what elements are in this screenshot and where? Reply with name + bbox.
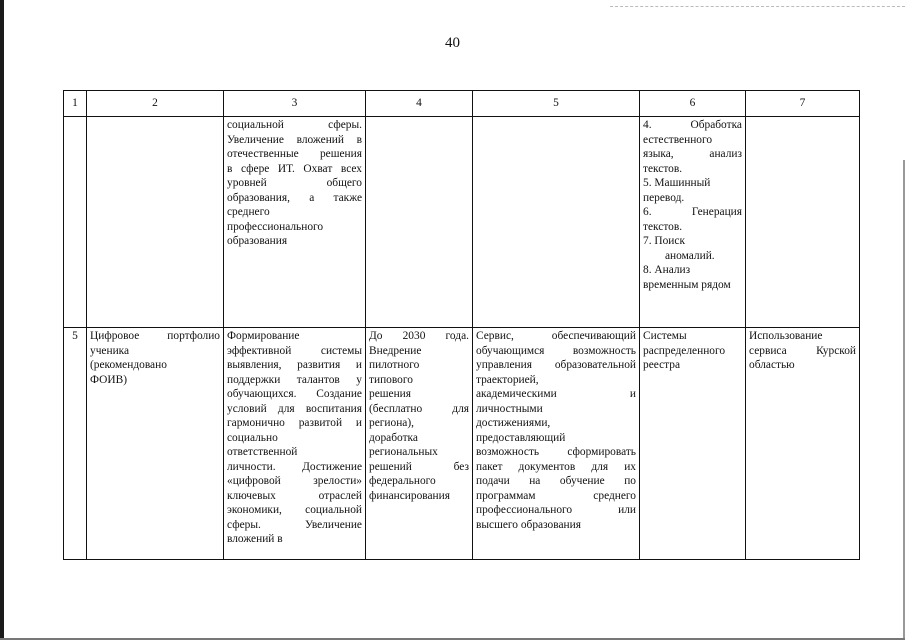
cell-line: финансирования xyxy=(369,489,450,502)
cell-line: перевод. xyxy=(643,191,685,204)
cell-line: среднего xyxy=(227,206,270,218)
header-cell: 5 xyxy=(473,91,640,117)
cell-line: обучающимся возможность xyxy=(476,344,636,357)
table-cell xyxy=(366,328,473,560)
cell-line: ФОИВ) xyxy=(90,373,127,386)
cell-line: 6. Генерация xyxy=(643,206,742,218)
cell-line: условий для воспитания xyxy=(227,402,362,415)
header-cell: 2 xyxy=(87,91,224,117)
cell-line: образования, а также xyxy=(227,191,362,204)
table-cell xyxy=(473,328,640,560)
cell-line: уровней общего xyxy=(227,177,362,189)
cell-line: высшего образования xyxy=(476,518,581,531)
cell-line: ученика xyxy=(90,344,130,357)
cell-line: образования xyxy=(227,235,288,247)
table-cell xyxy=(473,117,640,328)
table-cell xyxy=(87,117,224,328)
cell-line: решения xyxy=(369,388,412,400)
header-cell: 4 xyxy=(366,91,473,117)
table-header-row xyxy=(64,91,860,117)
cell-line: социальной сферы. xyxy=(227,119,362,131)
cell-line: в сфере ИТ. Охват всех xyxy=(227,162,362,175)
cell-line: личности. Достижение xyxy=(227,460,362,473)
cell-line: профессионального или xyxy=(476,504,636,516)
header-cell: 7 xyxy=(746,91,860,117)
cell-line: поддержки талантов у xyxy=(227,373,362,386)
cell-line: областью xyxy=(749,359,795,371)
document-table xyxy=(63,90,860,560)
cell-line: программам среднего xyxy=(476,489,636,502)
cell-line: обучающихся. Создание xyxy=(227,388,362,400)
cell-line: Формирование xyxy=(227,330,300,342)
cell-line: доработка xyxy=(369,431,418,444)
cell-line: пакет документов для их xyxy=(476,460,636,473)
cell-line: Использование xyxy=(749,330,823,342)
table-row xyxy=(64,328,860,560)
cell-line: предоставляющий xyxy=(476,431,566,444)
cell-line: Увеличение вложений в xyxy=(227,133,362,146)
table-cell xyxy=(64,117,87,328)
cell-line: текстов. xyxy=(643,220,683,233)
table-cell xyxy=(87,328,224,560)
cell-line: решений без xyxy=(369,460,469,473)
cell-line: «цифровой зрелости» xyxy=(227,475,362,487)
cell-line: типового xyxy=(369,373,413,386)
table-cell xyxy=(224,328,366,560)
cell-line: региона), xyxy=(369,417,415,429)
cell-line: вложений в xyxy=(227,533,283,545)
table-cell xyxy=(366,117,473,328)
scan-top-line xyxy=(610,6,905,7)
cell-line: 8. Анализ xyxy=(643,264,691,276)
cell-line: профессионального xyxy=(227,220,324,233)
header-cell: 6 xyxy=(640,91,746,117)
cell-line: Внедрение xyxy=(369,344,422,357)
cell-line: аномалий. xyxy=(665,249,715,262)
header-cell: 3 xyxy=(224,91,366,117)
table-row xyxy=(64,117,860,328)
cell-line: естественного xyxy=(643,133,713,146)
cell-line: региональных xyxy=(369,446,438,458)
table-cell xyxy=(224,117,366,328)
header-cell: 1 xyxy=(64,91,87,117)
cell-line: Системы xyxy=(643,330,687,342)
cell-line: временным рядом xyxy=(643,278,731,291)
cell-line: эффективной системы xyxy=(227,344,362,357)
cell-line: языка, анализ xyxy=(643,148,742,160)
cell-line: До 2030 года. xyxy=(369,330,469,342)
cell-line: 7. Поиск xyxy=(643,235,685,247)
cell-line: достижениями, xyxy=(476,417,551,429)
row-number: 5 xyxy=(64,328,87,560)
cell-line: отечественные решения xyxy=(227,148,362,160)
cell-line: гармонично развитой и xyxy=(227,417,362,429)
cell-line: сервиса Курской xyxy=(749,344,856,357)
cell-line: управления образовательной xyxy=(476,359,636,371)
cell-line: 5. Машинный xyxy=(643,177,711,189)
cell-line: социально xyxy=(227,431,278,444)
cell-line: траекторией, xyxy=(476,373,539,386)
cell-line: федерального xyxy=(369,475,436,487)
scan-left-edge xyxy=(0,0,4,640)
cell-line: (бесплатно для xyxy=(369,402,469,415)
table-cell xyxy=(746,117,860,328)
table-cell xyxy=(640,328,746,560)
table-cell xyxy=(746,328,860,560)
cell-line: возможность сформировать xyxy=(476,446,636,458)
cell-line: пилотного xyxy=(369,359,420,371)
cell-line: подачи на обучение по xyxy=(476,475,636,487)
page-number: 40 xyxy=(445,35,460,51)
cell-line: реестра xyxy=(643,359,681,371)
cell-line: Сервис, обеспечивающий xyxy=(476,330,636,342)
cell-line: 4. Обработка xyxy=(643,119,742,131)
cell-line: сферы. Увеличение xyxy=(227,518,362,531)
table-cell xyxy=(640,117,746,328)
cell-line: личностными xyxy=(476,402,543,415)
cell-line: Цифровое портфолио xyxy=(90,330,220,342)
cell-line: распределенного xyxy=(643,344,726,357)
cell-line: (рекомендовано xyxy=(90,359,167,371)
cell-line: экономики, социальной xyxy=(227,504,362,516)
cell-line: выявления, развития и xyxy=(227,359,362,371)
cell-line: текстов. xyxy=(643,162,683,175)
cell-line: ключевых отраслей xyxy=(227,489,362,502)
cell-line: ответственной xyxy=(227,446,298,458)
cell-line: академическими и xyxy=(476,388,636,400)
